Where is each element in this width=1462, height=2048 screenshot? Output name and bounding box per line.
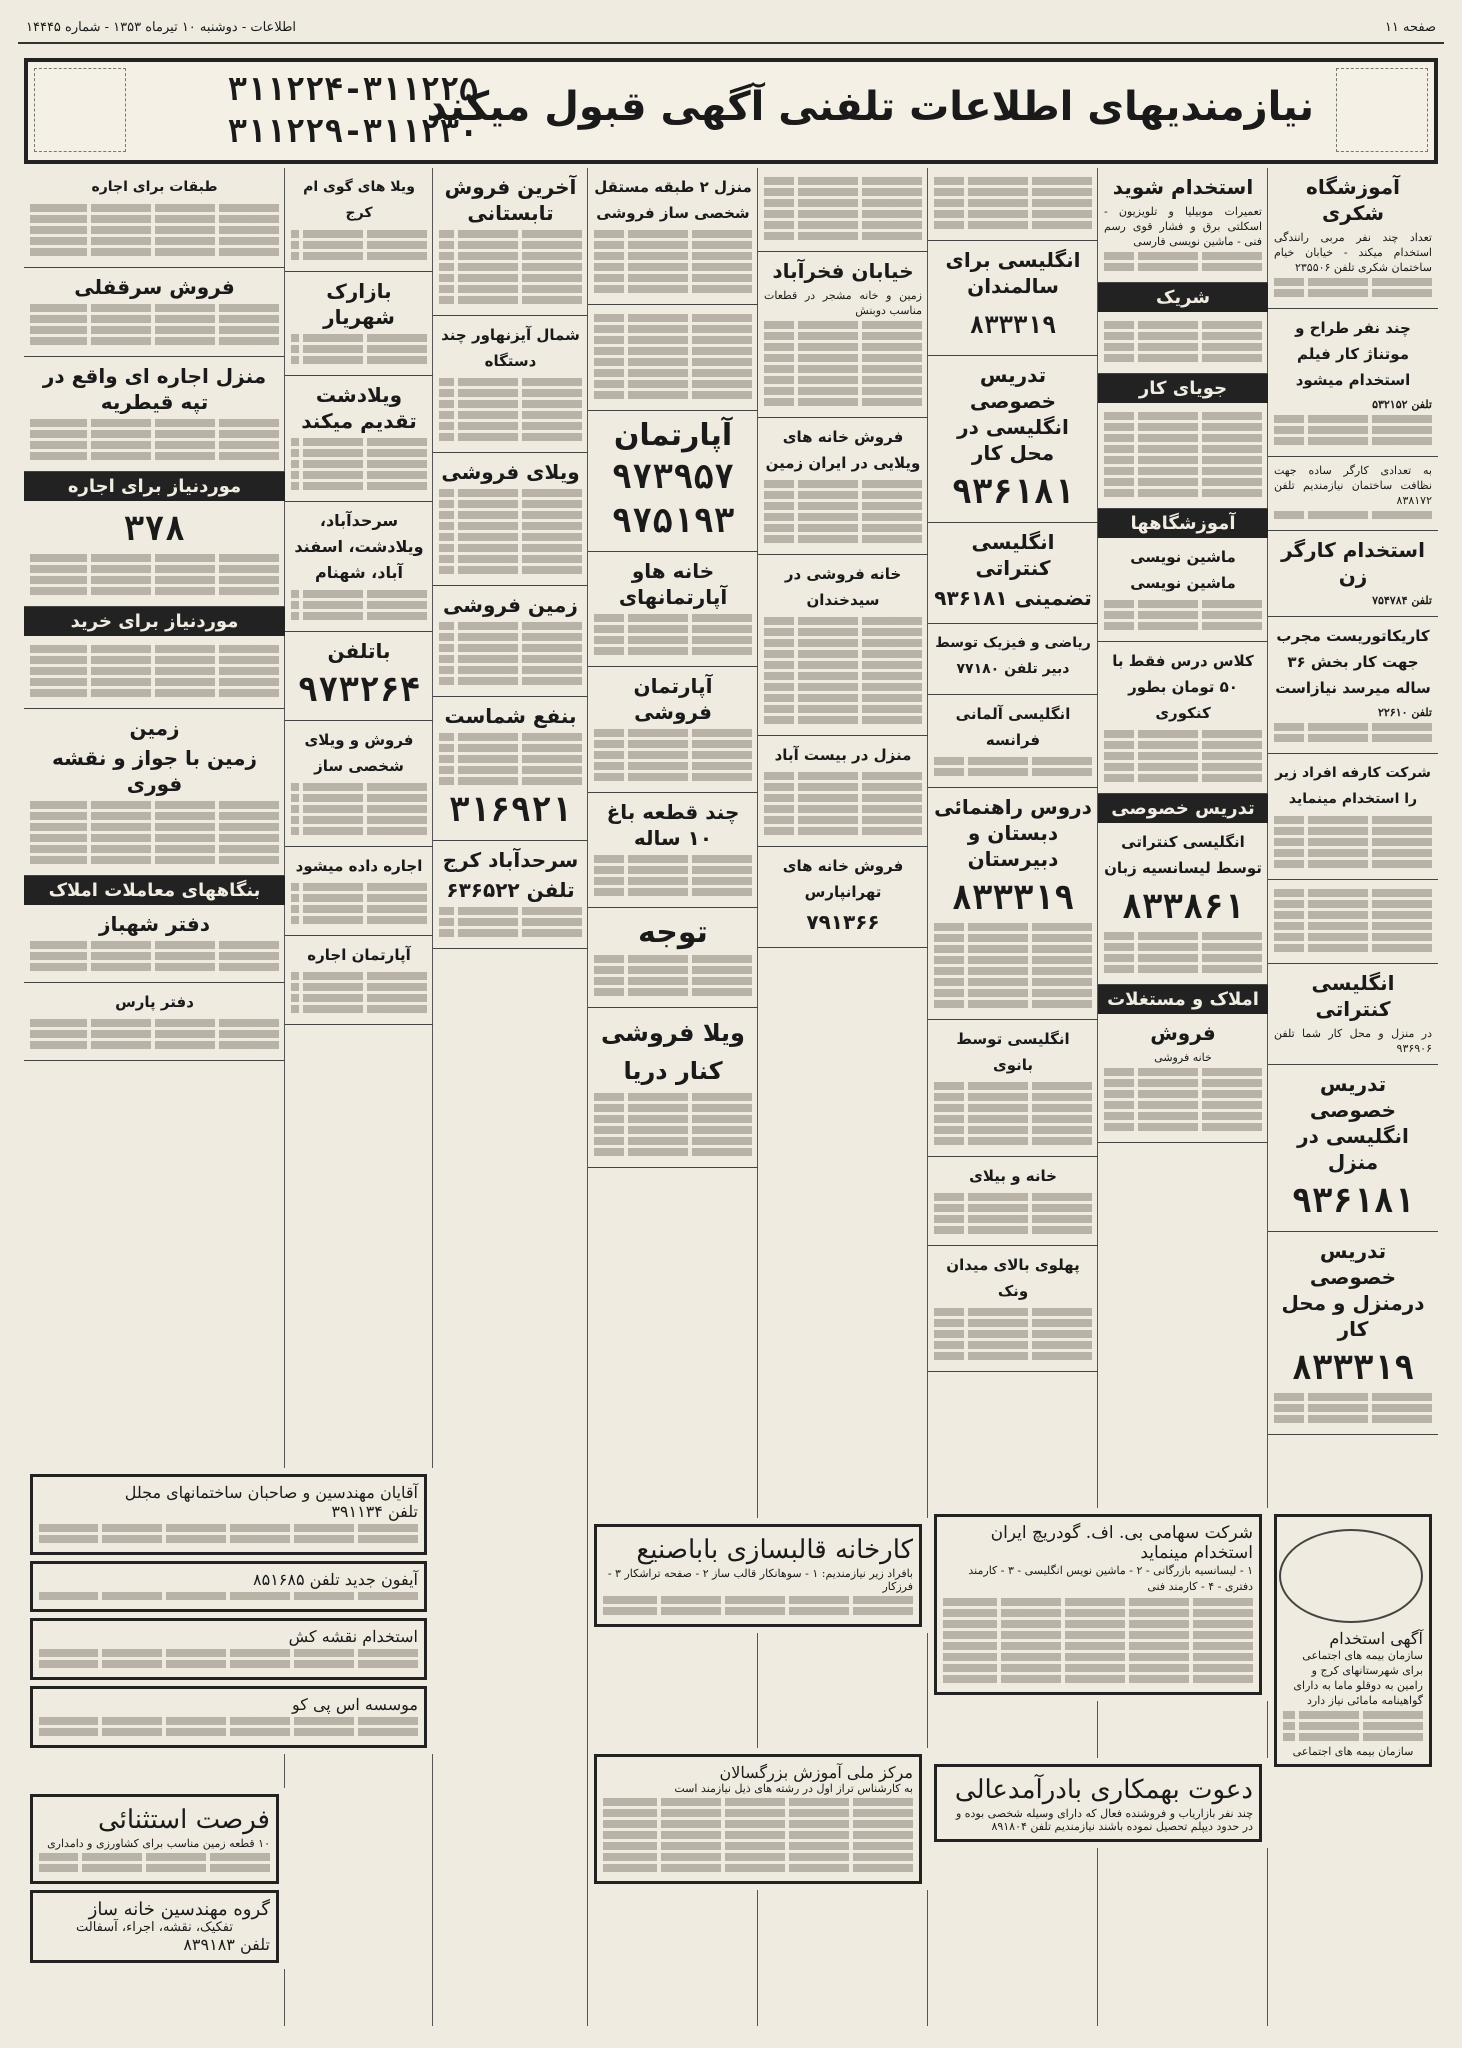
ad-body: ۱ - لیسانسیه بازرگانی - ۲ - ماشین نویس انگلیسی - ۳ - کارمند دفتری - ۴ - کارمند فنی (968, 1564, 1253, 1593)
ad-title: مرکز ملی آموزش بزرگسالان (719, 1763, 913, 1782)
ad-title: سرحدآباد، ویلادشت، اسفند آباد، شهنام (294, 511, 424, 582)
ad-title: پهلوی بالای میدان ونک (946, 1256, 1080, 1300)
ad-box (30, 1561, 427, 1612)
column-3 (927, 168, 1098, 2026)
ad-title: چند قطعه باغ ۱۰ ساله (606, 800, 740, 850)
ad (588, 1008, 758, 1168)
ad-title: خیابان فخرآباد (772, 259, 914, 283)
ad-body: ۱۰ قطعه زمین مناسب برای کشاورزی و دامداری (47, 1837, 270, 1850)
ad (1268, 531, 1438, 617)
ad-title: آقایان مهندسین و صاحبان ساختمانهای مجلل (124, 1483, 418, 1502)
ad-title: کارخانه قالبسازی باباصنیع (636, 1535, 913, 1565)
ad (758, 418, 928, 555)
ad-body: در منزل و محل کار شما تلفن ۹۳۶۹۰۶ (1274, 1027, 1432, 1055)
ad (588, 411, 758, 552)
ad (588, 305, 758, 411)
ad (588, 168, 758, 305)
classifieds-banner (24, 58, 1438, 164)
ad (928, 241, 1098, 356)
ad-title: بنفع شماست (444, 704, 577, 728)
ad (1098, 312, 1268, 374)
ad-body: بافراد زیر نیازمندیم: ۱ - سوهانکار قالب ساز ۲ - صفحه تراشکار ۳ - فرزکار (607, 1567, 913, 1593)
section-heading: آموزشگاهها (1098, 509, 1268, 538)
ad (928, 788, 1098, 1020)
ad-body: به تعدادی کارگر ساده جهت نظافت ساختمان نیازمندیم تلفن ۸۳۸۱۷۲ (1274, 464, 1432, 507)
ad (1098, 1014, 1268, 1143)
ad-body: تعمیرات موبیلیا و تلویزیون - اسکلتی برق و فشار قوی رسم فنی - ماشین نویسی فارسی (1104, 205, 1262, 248)
ad-title: منزل ۲ طبقه مستقل شخصی ساز فروشی (594, 178, 752, 222)
ad-title: توجه (638, 915, 708, 950)
ad-phone: ۸۳۳۳۱۹ (969, 311, 1057, 339)
family-illustration-icon (1336, 68, 1428, 152)
ad-title: آموزشگاه شکری (1306, 175, 1400, 225)
ad-title: انگلیسی برای سالمندان (945, 248, 1081, 298)
family-illustration-icon (34, 68, 126, 152)
ad-body: سازمان بیمه های اجتماعی برای شهرستانهای کرج و رامین به دوقلو ماما به دارای گواهینامه مامائی نیاز دارد (1293, 1649, 1423, 1707)
ad (1268, 457, 1438, 531)
ad-title: آخرین فروش تابستانی (444, 175, 577, 225)
ad-title: شرکت کارفه افراد زیر را استخدام مینماید (1275, 765, 1431, 807)
ad-phone: تلفن ۵۳۲۱۵۲ (1372, 398, 1432, 411)
ad (24, 905, 285, 983)
ad-box (30, 1794, 279, 1884)
employment-notice (1268, 1508, 1438, 1773)
ad-title: فروش سرقفلی (74, 275, 235, 299)
ad-title: باتلفن (327, 639, 391, 663)
ad-title: فروش و ویلای شخصی ساز (304, 731, 414, 775)
ad-title: انگلیسی توسط بانوی (956, 1030, 1070, 1074)
ad-phone: ۹۳۶۱۸۱ (1291, 1181, 1415, 1221)
ad (433, 168, 588, 316)
ad (285, 721, 433, 847)
ad (24, 501, 285, 607)
ad-phone: ۷۹۱۳۶۶ (806, 910, 880, 934)
ad (1268, 754, 1438, 880)
social-insurance-logo-icon (1279, 1529, 1423, 1623)
ad-title: زمین با جواز و نقشه فوری (51, 746, 258, 796)
ad-title: استخدام نقشه کش (288, 1627, 418, 1646)
ad-title: ماشین نویسی ماشین نویسی (1130, 548, 1236, 592)
section-heading: بنگاههای معاملات املاک (24, 876, 285, 905)
section-heading: موردنیاز برای اجاره (24, 472, 285, 501)
ad (285, 936, 433, 1025)
ad (1268, 880, 1438, 964)
ad-title: کلاس درس فقط با ۵۰ تومان بطور کنکوری (1112, 652, 1254, 722)
ad-title: فروش (1150, 1021, 1216, 1045)
ad (285, 632, 433, 721)
ad-signature: سازمان بیمه های اجتماعی (1292, 1745, 1414, 1758)
ad (1268, 617, 1438, 754)
ad-phone: ۹۳۶۱۸۱ (951, 472, 1075, 512)
ad (433, 841, 588, 949)
ad (758, 555, 928, 736)
ad-title: آیفون جدید تلفن ۸۵۱۶۸۵ (253, 1570, 418, 1589)
ad (928, 1020, 1098, 1157)
ad-box (30, 1686, 427, 1748)
ad-body: زمین و خانه مشجر در قطعات مناسب دوبنش (764, 289, 922, 317)
ad (758, 252, 928, 418)
ad (928, 624, 1098, 695)
ad-title: چند نفر طراح و موتناژ کار فیلم استخدام میشود (1295, 319, 1411, 389)
ad (1098, 538, 1268, 642)
ad (588, 667, 758, 793)
ad (1268, 309, 1438, 457)
ad (928, 356, 1098, 523)
ad-title: انگلیسی کنتراتی (1311, 971, 1395, 1021)
ad-phone: ۹۷۵۱۹۳ (611, 501, 735, 541)
ad-title: انگلیسی آلمانی فرانسه (955, 705, 1071, 749)
ad (758, 847, 928, 948)
ad-title: استخدام شوید (1112, 175, 1254, 199)
ad (285, 272, 433, 376)
ad (1268, 168, 1438, 309)
ad (285, 168, 433, 272)
ad-title: شرکت سهامی بی. اف. گودریچ ایران استخدام مینماید (990, 1523, 1253, 1563)
ad-phone: ۸۳۳۳۱۹ (951, 878, 1075, 918)
ad-phone: تلفن ۳۹۱۱۳۴ (331, 1502, 418, 1521)
classifieds-grid (24, 168, 1438, 2026)
ad (285, 847, 433, 936)
ad-phone: تلفن ۶۳۶۵۲۲ (446, 878, 575, 902)
ad (1268, 1232, 1438, 1435)
cooperation-block (928, 1758, 1268, 1848)
banner-title: نیازمندیهای اطلاعات تلفنی آگهی قبول میکند (426, 84, 1314, 130)
section-heading: جویای کار (1098, 374, 1268, 403)
ad (24, 268, 285, 357)
ad-title: فروش خانه های ویلایی در ایران زمین (765, 428, 921, 472)
ad-title: انگلیسی کنتراتی توسط لیسانسیه زبان (1104, 833, 1262, 877)
ad-title: ویلا های گوی ام کرج (303, 179, 415, 221)
ad (928, 1246, 1098, 1372)
ad-title: دروس راهنمائی دبستان و دبیرستان (934, 795, 1092, 871)
ad (285, 502, 433, 632)
banner-phones (138, 68, 568, 152)
ad-box (30, 1890, 279, 1963)
ad-box (1274, 1514, 1432, 1767)
ad-title: انگلیسی کنتراتی (971, 530, 1055, 580)
ad-phone: تضمینی ۹۳۶۱۸۱ (934, 586, 1092, 610)
goodrich-block (928, 1508, 1268, 1701)
ad-box (594, 1524, 922, 1627)
ad-title: فرصت استثنائی (97, 1805, 270, 1835)
ad (433, 453, 588, 586)
ad-title: گروه مهندسین خانه ساز (88, 1899, 270, 1920)
ad-body: به کارشناس تراز اول در رشته های ذیل نیازمند است (674, 1782, 913, 1795)
ad-title: تدریس خصوصی انگلیسی در منزل (1297, 1072, 1409, 1174)
ad-title: ویلای فروشی (441, 460, 580, 484)
paper-dateline: اطلاعات - دوشنبه ۱۰ تیرماه ۱۳۵۳ - شماره ۱۴۴۴۵ (26, 20, 297, 35)
ad (433, 316, 588, 453)
ad-phone: تلفن ۸۳۹۱۸۳ (183, 1935, 270, 1954)
ad-title: خانه و بیلای (969, 1167, 1057, 1185)
banner-phones-line-2: ۳۱۱۲۲۹-۳۱۱۲۳۰ (227, 112, 479, 150)
ad (758, 168, 928, 252)
page-number: صفحه ۱۱ (1384, 20, 1436, 35)
ad-phone: ۹۷۳۹۵۷ (611, 457, 735, 497)
ad (24, 983, 285, 1061)
ad-box (30, 1618, 427, 1680)
ad-box (594, 1754, 922, 1884)
ad-title: تدریس خصوصی انگلیسی در محل کار (957, 363, 1069, 465)
ad-box (934, 1764, 1262, 1842)
ad-phone: ۳۱۶۹۲۱ (449, 790, 572, 830)
ad-title: دفتر پارس (115, 993, 194, 1011)
ad-phone: ۹۷۳۲۶۴ (297, 670, 421, 710)
ad (928, 168, 1098, 241)
ad-phone: تلفن ۲۲۶۱۰ (1377, 706, 1432, 719)
ad-title: ویلا فروشی کنار دریا (601, 1019, 745, 1085)
ad-title: کاریکاتوریست مجرب جهت کار بخش ۳۶ ساله میرسد نیازاست (1275, 627, 1431, 697)
section-heading: تدریس خصوصی (1098, 794, 1268, 823)
ad (1268, 1065, 1438, 1232)
ad-body: تعداد چند نفر مربی رانندگی استخدام میکند - خیابان خیام ساختمان شکری تلفن ۲۳۵۵۰۶ (1274, 231, 1432, 274)
ad-phone: تلفن ۷۵۴۷۸۴ (1372, 594, 1432, 607)
ad (285, 376, 433, 502)
ad-title: زمین فروشی (443, 593, 578, 617)
ad (1098, 823, 1268, 985)
ad-phone: ۸۳۳۸۶۱ (1121, 887, 1245, 927)
ad-title: خانه هاو آپارتمانهای (618, 559, 728, 609)
ad-title: زمین (129, 716, 180, 740)
ad-title: اجاره داده میشود (295, 857, 423, 875)
ad-title: طبقات برای اجاره (91, 179, 218, 195)
ad-title: بازارک شهریار (323, 279, 395, 329)
ad-title: دفتر شهباز (99, 912, 210, 936)
ad-title: ویلادشت تقدیم میکند (301, 383, 417, 433)
ad (24, 168, 285, 268)
ad (588, 552, 758, 667)
ad-title: خانه فروشی در سیدخندان (784, 565, 902, 609)
ad (928, 695, 1098, 788)
ad-title: منزل در بیست آباد (774, 746, 912, 764)
ad-box (30, 1474, 427, 1555)
section-heading: املاک و مستغلات (1098, 985, 1268, 1014)
ad-title: دعوت بهمکاری بادرآمدعالی (954, 1775, 1253, 1805)
ad-title: آپارتمان فروشی (633, 674, 713, 724)
ad (433, 586, 588, 697)
ad-title: آگهی استخدام (1329, 1629, 1423, 1648)
ad-title: تدریس خصوصی درمنزل و محل کار (1281, 1239, 1425, 1341)
ad-phone: ۳۷۸ (123, 509, 186, 549)
ad-title: شمال آیزنهاور چند دستگاه (441, 326, 580, 370)
ad-title: منزل اجاره ای واقع در تپه قیطریه (42, 364, 267, 414)
ad (588, 793, 758, 908)
ad (588, 908, 758, 1008)
ad-title: ریاضی و فیزیک توسط دبیر تلفن ۷۷۱۸۰ (935, 635, 1091, 677)
ad (1098, 642, 1268, 794)
ad-title: استخدام کارگر زن (1281, 538, 1425, 588)
ad (928, 1157, 1098, 1246)
section-heading: موردنیاز برای خرید (24, 607, 285, 636)
ad-subtitle: خانه فروشی (1154, 1051, 1212, 1064)
ad-subtitle: تفکیک، نقشه، اجراء، آسفالت (76, 1920, 233, 1935)
column-2 (1097, 168, 1268, 2026)
adult-education-block (588, 1748, 928, 1890)
bottom-left-block (24, 1468, 433, 1754)
page-header (18, 8, 1444, 44)
ad (1268, 964, 1438, 1065)
column-6 (432, 168, 588, 2026)
ad (1098, 403, 1268, 509)
ad (1098, 168, 1268, 283)
opportunity-block (24, 1788, 285, 1969)
ad (24, 709, 285, 876)
ad-title: آپارتمان (613, 418, 733, 453)
ad-title: سرحدآباد کرج (442, 848, 579, 872)
ad-title: موسسه اس پی کو (292, 1695, 418, 1714)
section-heading: شریک (1098, 283, 1268, 312)
ad-title: فروش خانه های تهرانپارس (782, 857, 904, 901)
ad (433, 697, 588, 841)
ad-phone: ۸۳۳۳۱۹ (1291, 1348, 1415, 1388)
ad (24, 357, 285, 472)
ad (24, 636, 285, 709)
ad-title: آپارتمان اجاره (307, 946, 411, 964)
ad-body: چند نفر بازاریاب و فروشنده فعال که دارای وسیله شخصی بوده و در حدود دیپلم تحصیل نموده باشند نیازمندیم تلفن ۸۹۱۸۰۴ (955, 1807, 1253, 1833)
mold-factory-block (588, 1518, 928, 1633)
banner-phones-line-1: ۳۱۱۲۲۴-۳۱۱۲۲۵ (227, 70, 479, 108)
ad-box (934, 1514, 1262, 1695)
ad (928, 523, 1098, 624)
ad (758, 736, 928, 847)
